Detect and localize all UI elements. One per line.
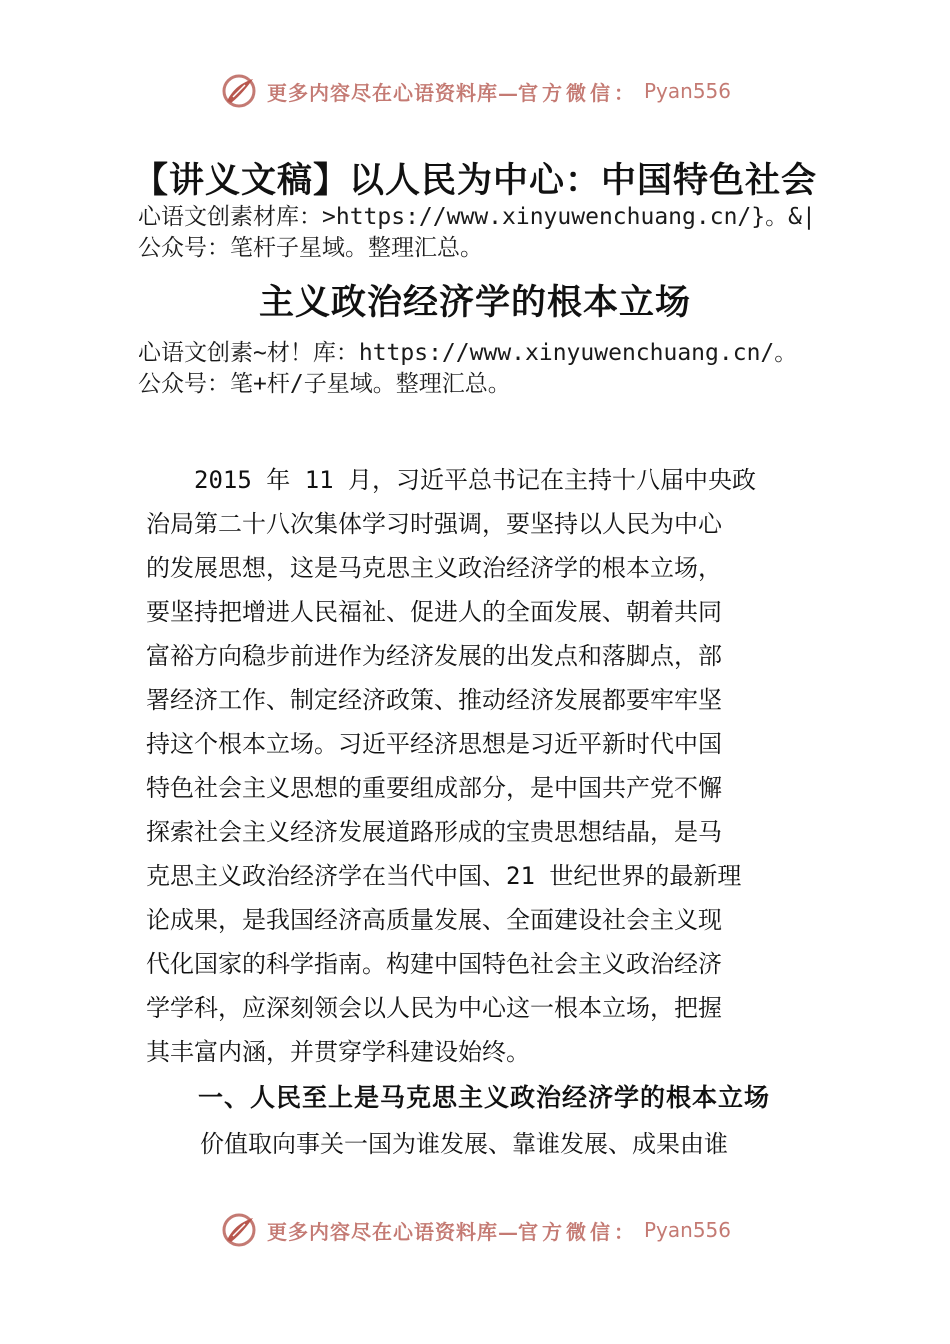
header-banner: [0, 66, 950, 116]
paragraph-line: 克思主义政治经济学在当代中国、21 世纪世界的最新理: [146, 862, 742, 890]
footer-banner: [0, 1205, 950, 1255]
banner-separator: —: [497, 1219, 518, 1244]
banner-separator: —: [497, 80, 518, 105]
document-title-line1: 【讲义文稿】以人民为中心：中国特色社会: [132, 161, 817, 201]
body-paragraph: [146, 458, 806, 1074]
source-note-2-line1: 心语文创素~材！库：https://www.xinyuwenchuang.cn/。: [138, 340, 798, 366]
paragraph-line: 代化国家的科学指南。构建中国特色社会主义政治经济: [146, 950, 722, 978]
source-note-1: [138, 202, 816, 264]
section-heading: 一、人民至上是马克思主义政治经济学的根本立场: [198, 1083, 771, 1112]
brush-logo-icon: [219, 1210, 259, 1250]
paragraph-line: 富裕方向稳步前进作为经济发展的出发点和落脚点，部: [146, 642, 722, 670]
source-note-1-line2: 公众号：笔杆子星域。整理汇总。: [138, 235, 483, 261]
paragraph-line: 其丰富内涵，并贯穿学科建设始终。: [146, 1038, 530, 1066]
source-note-2: [138, 338, 797, 400]
brush-logo-icon: [219, 71, 259, 111]
paragraph-line: 学学科，应深刻领会以人民为中心这一根本立场，把握: [146, 994, 722, 1022]
source-note-2-line2: 公众号：笔+杆/子星域。整理汇总。: [138, 371, 511, 397]
source-note-1-line1: 心语文创素材库：>https://www.xinyuwenchuang.cn/}。&|: [138, 204, 816, 230]
banner-text: 更多内容尽在心语资料库: [266, 80, 498, 105]
paragraph-line: 署经济工作、制定经济政策、推动经济发展都要牢牢坚: [146, 686, 722, 714]
paragraph-line: 论成果，是我国经济高质量发展、全面建设社会主义现: [146, 906, 722, 934]
next-paragraph-start: 价值取向事关一国为谁发展、靠谁发展、成果由谁: [200, 1130, 728, 1158]
banner-text: 更多内容尽在心语资料库: [266, 1219, 498, 1244]
paragraph-line: 持这个根本立场。习近平经济思想是习近平新时代中国: [146, 730, 722, 758]
paragraph-line: 治局第二十八次集体学习时强调，要坚持以人民为中心: [146, 510, 722, 538]
banner-wechat-id: Pyan556: [643, 79, 731, 103]
banner-subtext: 官方微信：: [517, 80, 638, 105]
paragraph-line: 探索社会主义经济发展道路形成的宝贵思想结晶，是马: [146, 818, 722, 846]
document-title-line2: 主义政治经济学的根本立场: [258, 283, 691, 323]
paragraph-line: 要坚持把增进人民福祉、促进人的全面发展、朝着共同: [146, 598, 722, 626]
paragraph-line: 2015 年 11 月，习近平总书记在主持十八届中央政: [146, 466, 757, 494]
banner-wechat-id: Pyan556: [643, 1218, 731, 1242]
paragraph-line: 特色社会主义思想的重要组成部分，是中国共产党不懈: [146, 774, 722, 802]
banner-subtext: 官方微信：: [517, 1219, 638, 1244]
paragraph-line: 的发展思想，这是马克思主义政治经济学的根本立场，: [146, 554, 722, 582]
